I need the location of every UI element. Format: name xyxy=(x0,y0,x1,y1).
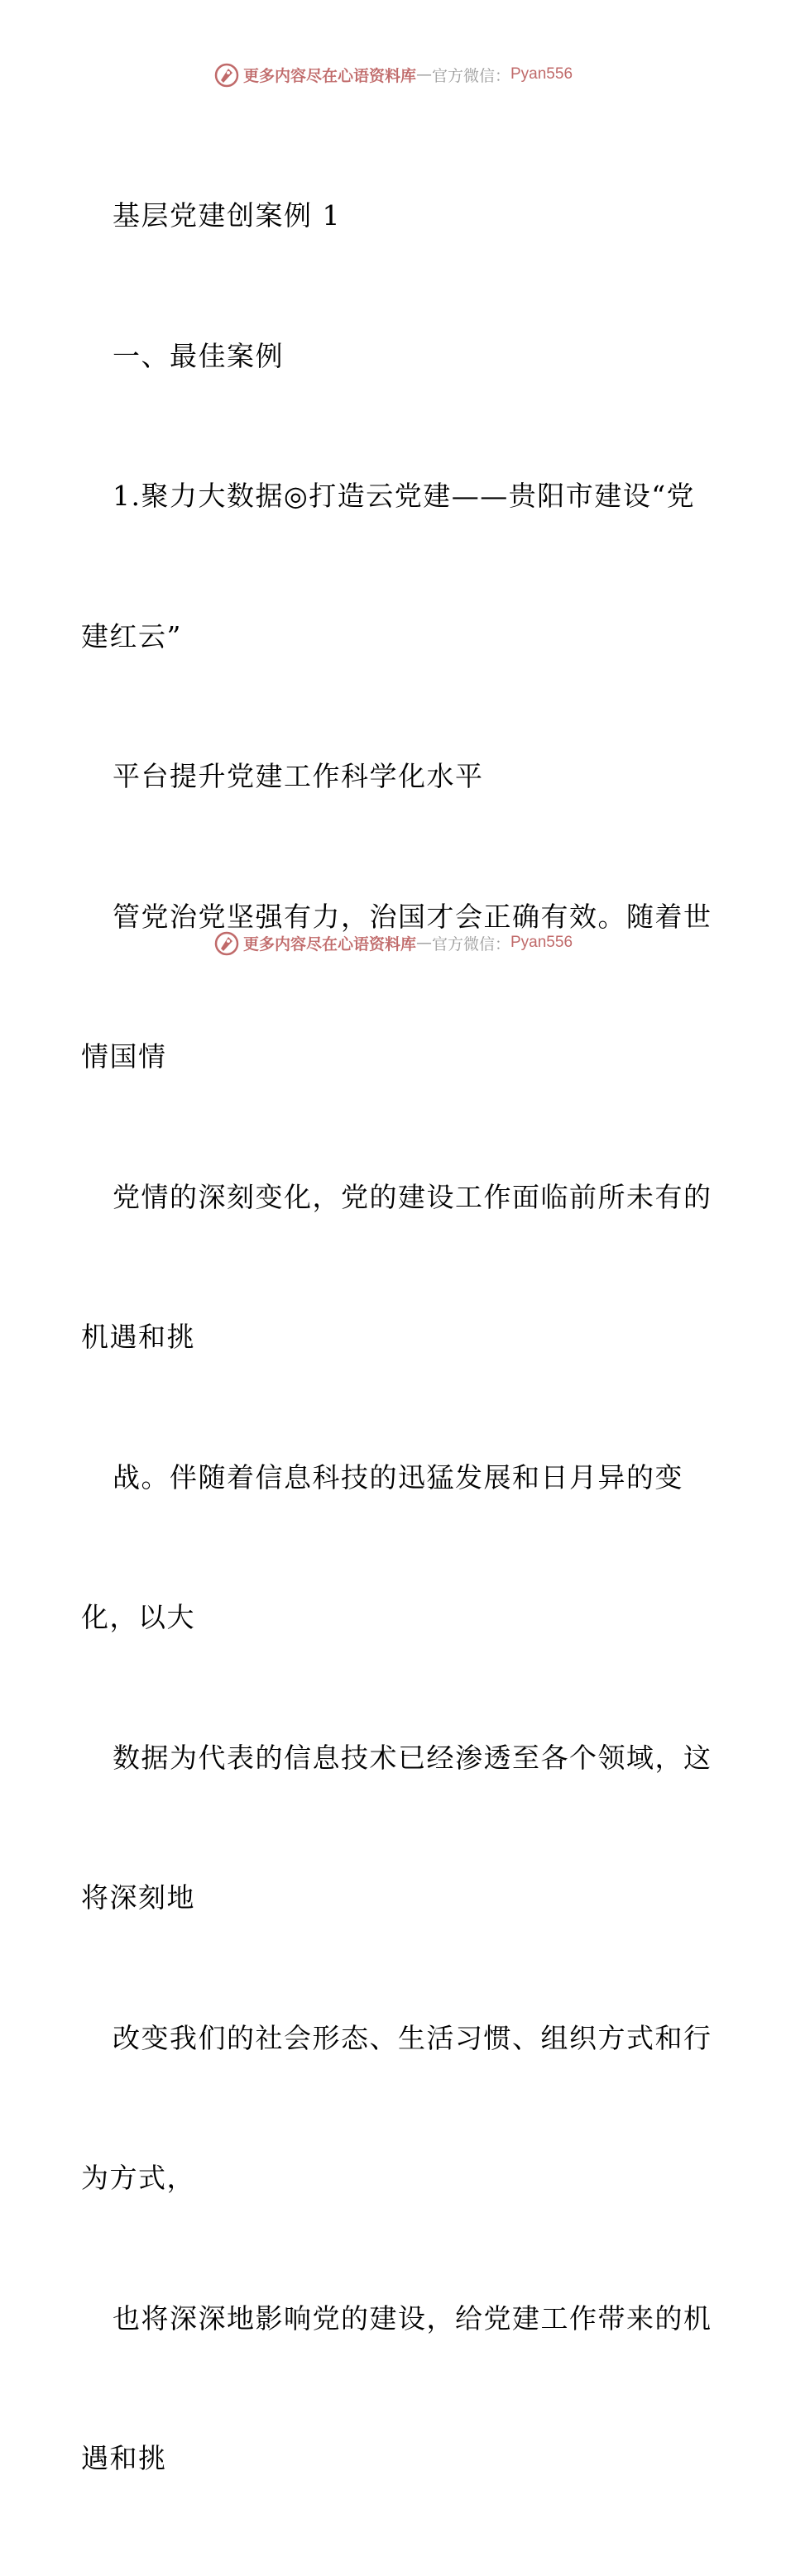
paragraph-line: 党情的深刻变化，党的建设工作面临前所未有的 xyxy=(113,1180,712,1213)
paragraph-line: 化，以大 xyxy=(81,1601,195,1633)
section-heading: 一、最佳案例 xyxy=(113,339,284,372)
banner-wechat-id: Pyan556 xyxy=(510,934,573,951)
paragraph-line: 改变我们的社会形态、生活习惯、组织方式和行 xyxy=(113,2021,712,2054)
banner-separator: — xyxy=(415,65,432,84)
case-subheading: 平台提升党建工作科学化水平 xyxy=(113,760,484,792)
paragraph-line: 机遇和挑 xyxy=(81,1321,195,1353)
footer-banner xyxy=(0,926,786,959)
case-heading-line-2: 建红云” xyxy=(81,619,182,652)
document-body xyxy=(81,99,710,2576)
banner-wechat-label: 官方微信： xyxy=(431,66,510,85)
document-text xyxy=(81,99,710,2576)
banner-text: 更多内容尽在心语资料库 xyxy=(242,934,416,953)
paragraph-line: 将深刻地 xyxy=(81,1881,195,1914)
doc-title: 基层党建创案例 1 xyxy=(113,199,341,232)
paragraph-line: 情国情 xyxy=(81,1040,167,1073)
banner-text: 更多内容尽在心语资料库 xyxy=(242,66,416,85)
header-banner xyxy=(0,58,786,91)
paragraph-line: 管党治党坚强有力，治国才会正确有效。随着世 xyxy=(113,900,712,933)
banner-separator: — xyxy=(415,934,432,952)
paragraph-line: 战。伴随着信息科技的迅猛发展和日月异的变 xyxy=(113,1460,683,1494)
paragraph-line: 为方式， xyxy=(81,2162,195,2194)
banner-wechat-label: 官方微信： xyxy=(431,934,510,953)
case-heading-line-1: 1.聚力大数据◎打造云党建——贵阳市建设“党 xyxy=(113,480,696,512)
pen-nib-circle-icon xyxy=(213,930,240,956)
banner-wechat-id: Pyan556 xyxy=(510,65,573,83)
pen-nib-circle-icon xyxy=(213,61,240,88)
paragraph-line: 也将深深地影响党的建设，给党建工作带来的机 xyxy=(113,2301,712,2335)
paragraph-line: 遇和挑 xyxy=(81,2442,167,2474)
paragraph-line: 数据为代表的信息技术已经渗透至各个领域，这 xyxy=(113,1741,712,1774)
